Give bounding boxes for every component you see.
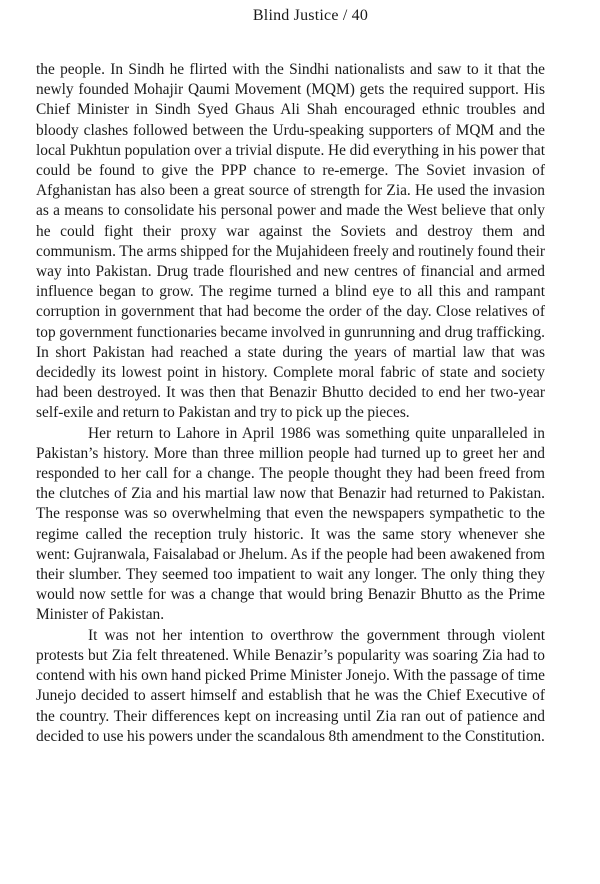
- paragraph-return-to-lahore: Her return to Lahore in April 1986 was something quite unparalleled in Pakistan’s history. More than three million people had turned up to greet her and responded to her call for a change. The people thought they had been freed from the clutches of Zia and his martial law now that Benazir had returned to Pakistan. The response was so overwhelming that even the newspapers sympathetic to the regime called the reception truly historic. It was the same story whenever she went: Gujranwala, Faisalabad or Jhelum. As if the people had been awakened from their slumber. They seemed too impatient to wait any longer. The only thing they would now settle for was a change that would bring Benazir Bhutto as the Prime Minister of Pakistan.: [36, 424, 545, 624]
- paragraph-zia-threatened: It was not her intention to overthrow the government through violent protests but Zia felt threatened. While Benazir’s popularity was soaring Zia had to contend with his own hand picked Prime Minister Jonejo. With the passage of time Junejo decided to assert himself and establish that he was the Chief Executive of the country. Their differences kept on increasing until Zia ran out of patience and decided to use his powers under the scandalous 8th amendment to the Constitution.: [36, 626, 545, 745]
- running-header: Blind Justice / 40: [252, 7, 369, 24]
- body-text: [36, 60, 545, 747]
- paragraph-continuation: the people. In Sindh he flirted with the Sindhi nationalists and saw to it that the newly founded Mohajir Qaumi Movement (MQM) gets the required support. His Chief Minister in Sindh Syed Ghaus Ali Shah encouraged ethnic troubles and bloody clashes followed between the Urdu-speaking supporters of MQM and the local Pukhtun population over a trivial dispute. He did everything in his power that could be found to give the PPP chance to re-emerge. The Soviet invasion of Afghanistan has also been a great source of strength for Zia. He used the invasion as a means to consolidate his personal power and made the West believe that only he could fight their proxy war against the Soviets and destroy them and communism. The arms shipped for the Mujahideen freely and routinely found their way into Pakistan. Drug trade flourished and new centres of financial and armed influence began to grow. The regime turned a blind eye to all this and rampant corruption in government that had become the order of the day. Close relatives of top government functionaries became involved in gunrunning and drug trafficking. In short Pakistan had reached a state during the years of martial law that was decidedly its lowest point in history. Complete moral fabric of state and society had been destroyed. It was then that Benazir Bhutto decided to end her two-year self-exile and return to Pakistan and try to pick up the pieces.: [36, 61, 545, 422]
